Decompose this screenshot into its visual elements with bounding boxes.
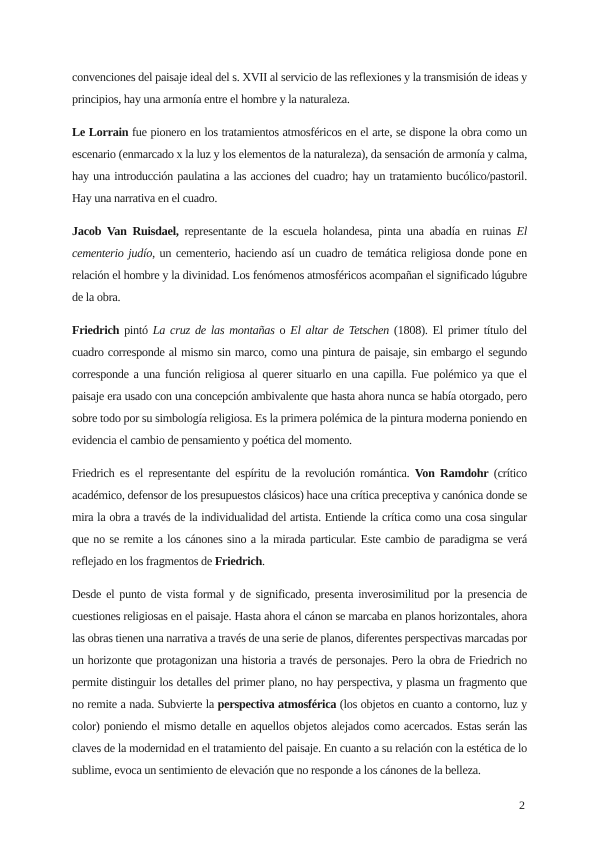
text-run: pintó [119, 323, 153, 337]
text-run: o [274, 323, 291, 337]
bold-term: Friedrich [72, 323, 120, 337]
artwork-title: El altar de Tetschen [290, 323, 389, 337]
paragraph [72, 121, 527, 209]
artwork-title: La cruz de las montañas [152, 323, 275, 337]
artwork-title: El cementerio judío [72, 224, 527, 260]
page-number: 2 [519, 798, 525, 812]
bold-term: Friedrich [214, 554, 263, 568]
text-run: Friedrich es el representante del espíritu de la revolución romántica. [72, 466, 415, 480]
text-run: representante de la escuela holandesa, pinta una abadía en ruinas [178, 224, 517, 238]
bold-term: Von Ramdohr [414, 466, 489, 480]
paragraph [72, 319, 527, 451]
text-run: (crítico académico, defensor de los presupuestos clásicos) hace una crítica preceptiva y canónica donde se mira la obra a través de la individualidad del artista. Entiende la crítica como una cosa singular que no se remite a los cánones sino a la mirada particular. Este cambio de paradigma se verá reflejado en los fragmentos de [72, 466, 527, 568]
text-run: , un cementerio, haciendo así un cuadro de temática religiosa donde pone en relación el hombre y la divinidad. Los fenómenos atmosféricos acompañan el significado lúgubre de la obra. [72, 246, 528, 304]
bold-term: perspectiva atmosférica [217, 697, 337, 711]
paragraph [72, 66, 527, 110]
bold-term: Le Lorrain [72, 125, 129, 139]
paragraph [72, 462, 527, 572]
text-run: Desde el punto de vista formal y de significado, presenta inverosimilitud por la presencia de cuestiones religiosas en el paisaje. Hasta ahora el cánon se marcaba en planos horizontales, ahora las obras tienen una narrativa a través de una serie de planos, diferentes perspectivas marcadas por un horizonte que protagonizan una historia a través de personajes. Pero la obra de Friedrich no permite distinguir los detalles del primer plano, no hay perspectiva, y plasma un fragmento que no remite a nada. Subvierte la [72, 587, 527, 711]
text-run: (1808). El primer título del cuadro corresponde al mismo sin marco, como una pintura de paisaje, sin embargo el segundo corresponde a una función religiosa al querer situarlo en una capilla. Fue polémico ya que el paisaje era usado con una concepción ambivalente que hasta ahora nunca se había otorgado, pero sobre todo por su simbología religiosa. Es la primera polémica de la pintura moderna poniendo en evidencia el cambio de pensamiento y poética del momento. [72, 323, 527, 447]
text-run: fue pionero en los tratamientos atmosféricos en el arte, se dispone la obra como un escenario (enmarcado x la luz y los elementos de la naturaleza), da sensación de armonía y calma, hay una introducción paulatina a las acciones del cuadro; hay un tratamiento bucólico/pastoril. Hay una narrativa en el cuadro. [72, 125, 527, 205]
paragraph [72, 220, 527, 308]
bold-term: Jacob Van Ruisdael, [72, 224, 179, 238]
text-run: (los objetos en cuanto a contorno, luz y color) poniendo el mismo detalle en aquellos objetos alejados como acercados. Estas serán las claves de la modernidad en el tratamiento del paisaje. En cuanto a su relación con la estética de lo sublime, evoca un sentimiento de elevación que no responde a los cánones de la belleza. [72, 697, 527, 777]
text-run: . [262, 554, 265, 568]
text-run: convenciones del paisaje ideal del s. XVII al servicio de las reflexiones y la transmisión de ideas y principios, hay una armonía entre el hombre y la naturaleza. [72, 70, 527, 106]
body-text [72, 66, 527, 792]
paragraph [72, 583, 527, 781]
